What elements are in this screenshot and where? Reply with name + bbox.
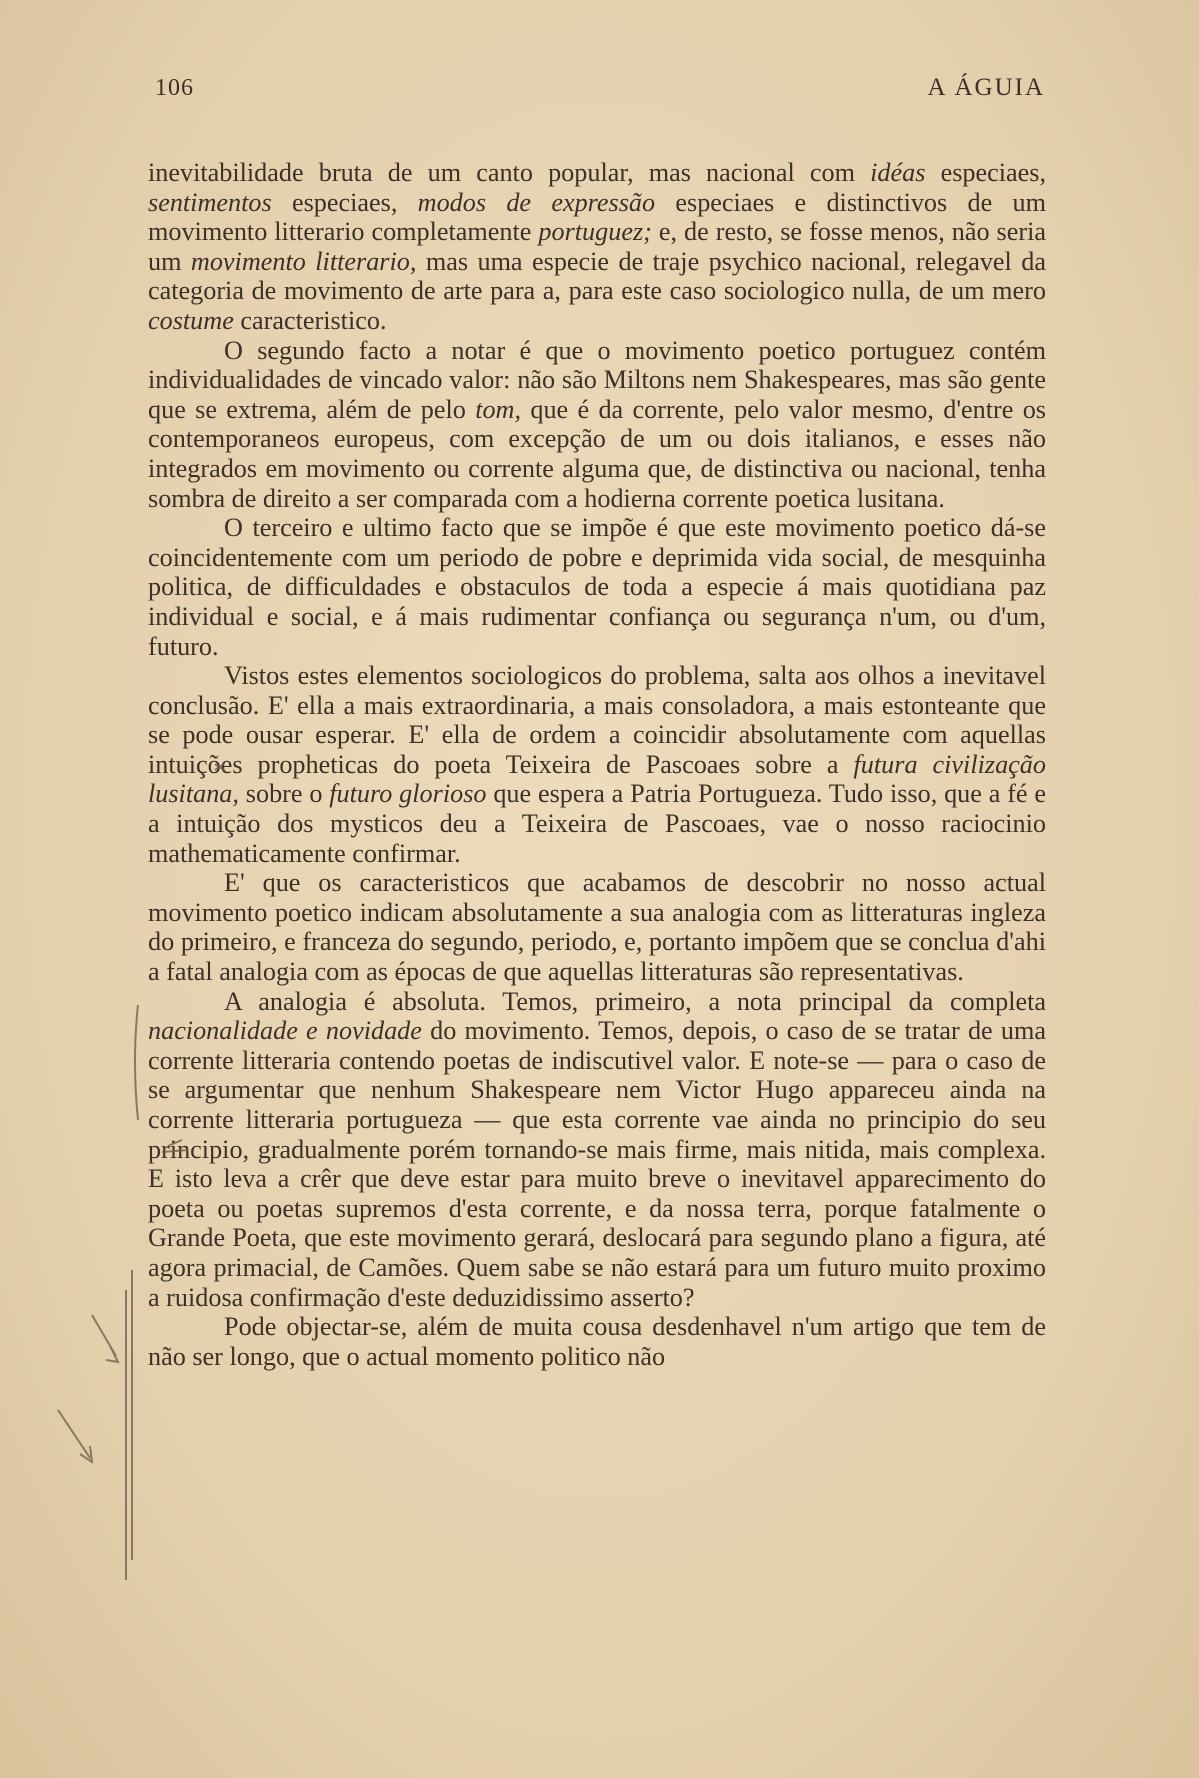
text-run: inevitabilidade bruta de um canto popular, mas nacional com (148, 158, 871, 187)
margin-bracket-mark (135, 1005, 138, 1120)
italic-phrase: portuguez; (538, 217, 652, 247)
text-run: A analogia é absoluta. Temos, primeiro, a nota principal da completa (224, 986, 1046, 1016)
running-head (155, 74, 1045, 102)
paragraph (148, 1312, 1046, 1371)
text-run: sobre o (238, 779, 330, 809)
article-body (148, 158, 1046, 1371)
text-run: E' que os caracteristicos que acabamos de descobrir no nosso actual movimento poetico indicam absolutamente a sua analogia com as litteraturas ingleza do primeiro, e franceza do segundo, periodo, e, portanto impõem que se conclua d'ahi a fatal analogia com as épocas de que aquellas litteraturas são representativas. (148, 868, 1046, 987)
paragraph (148, 158, 1046, 336)
text-run: O segundo facto a notar é que o movimento poetico portuguez contém individualidades de vincado valor: não são Miltons nem Shakespeares, mas são gente que se extrema, além de pelo (148, 335, 1046, 424)
pencil-arrow-mark (58, 1410, 92, 1462)
italic-phrase: tom, (475, 394, 522, 424)
paragraph (148, 987, 1046, 1313)
text-run: especiaes, (925, 158, 1047, 187)
text-run: O terceiro e ultimo facto que se impõe é que este movimento poetico dá-se coincidentemente com um periodo de pobre e deprimida vida social, de mesquinha politica, de difficuldades e obstaculos de toda a especie á mais quotidiana paz individual e social, e á mais rudimentar confiança ou segurança n'um, ou d'um, futuro. (148, 513, 1046, 661)
paragraph (148, 336, 1046, 514)
pencil-arrow-mark (92, 1315, 118, 1362)
italic-phrase: idéas (870, 158, 926, 187)
italic-phrase: futura civilização lusitana, (148, 749, 1046, 809)
italic-phrase: nacionalidade e novidade (148, 1016, 422, 1046)
journal-title: A ÁGUIA (927, 74, 1045, 101)
text-run: que espera a Patria Portugueza. Tudo isso, que a fé e a intuição dos mysticos deu a Teixeira de Pascoaes, vae o nosso raciocinio mathematicamente confirmar. (148, 779, 1046, 868)
text-run: Pode objectar-se, além de muita cousa desdenhavel n'um artigo que tem de não ser longo, que o actual momento politico não (148, 1312, 1046, 1371)
text-run: caracteristico. (233, 305, 387, 335)
paragraph (148, 661, 1046, 868)
text-run: e, de resto, se fosse menos, não seria um (148, 217, 1046, 276)
italic-phrase: modos de expressão (417, 187, 656, 217)
italic-phrase: sentimentos (148, 187, 272, 217)
text-run: mas uma especie de traje psychico nacional, relegavel da categoria de movimento de arte para a, para este caso sociologico nulla, de um mero (148, 246, 1046, 306)
page-number: 106 (155, 75, 194, 101)
text-run: especiaes, (271, 187, 418, 217)
text-run: que é da corrente, pelo valor mesmo, d'entre os contemporaneos europeus, com excepção de um ou dois italianos, e esses não integrados em movimento ou corrente alguma que, de distinctiva ou nacional, tenha sombra de direito a ser comparada com a hodierna corrente poetica lusitana. (148, 394, 1046, 513)
text-run: especiaes e distinctivos de um movimento litterario completamente (148, 187, 1046, 247)
text-run: Vistos estes elementos sociologicos do problema, salta aos olhos a inevitavel conclusão. E' ella a mais extraordinaria, a mais consoladora, a mais estonteante que se pode ousar esperar. E' ella de ordem a coincidir absolutamente com aquellas intuições propheticas do poeta Teixeira de Pascoaes sobre a (148, 661, 1046, 779)
italic-phrase: movimento litterario, (190, 246, 417, 276)
text-run: do movimento. Temos, depois, o caso de se tratar de uma corrente litteraria contendo poetas de indiscutivel valor. E note-se — para o caso de se argumentar que nenhum Shakespeare nem Victor Hugo appareceu ainda na corrente litteraria portugueza — que esta corrente vae ainda no principio do seu principio, gradualmente porém tornando-se mais firme, mais nitida, mais complexa. E isto leva a crêr que deve estar para muito breve o inevitavel apparecimento do poeta ou poetas supremos d'esta corrente, e da nossa terra, porque fatalmente o Grande Poeta, que este movimento gerará, deslocará para segundo plano a figura, até agora primacial, de Camões. Quem sabe se não estará para um futuro muito proximo a ruidosa confirmação d'este deduzidissimo asserto? (148, 1016, 1046, 1312)
paragraph (148, 513, 1046, 661)
italic-phrase: futuro glorioso (329, 779, 487, 809)
paragraph (148, 868, 1046, 986)
italic-phrase: costume (148, 305, 234, 335)
